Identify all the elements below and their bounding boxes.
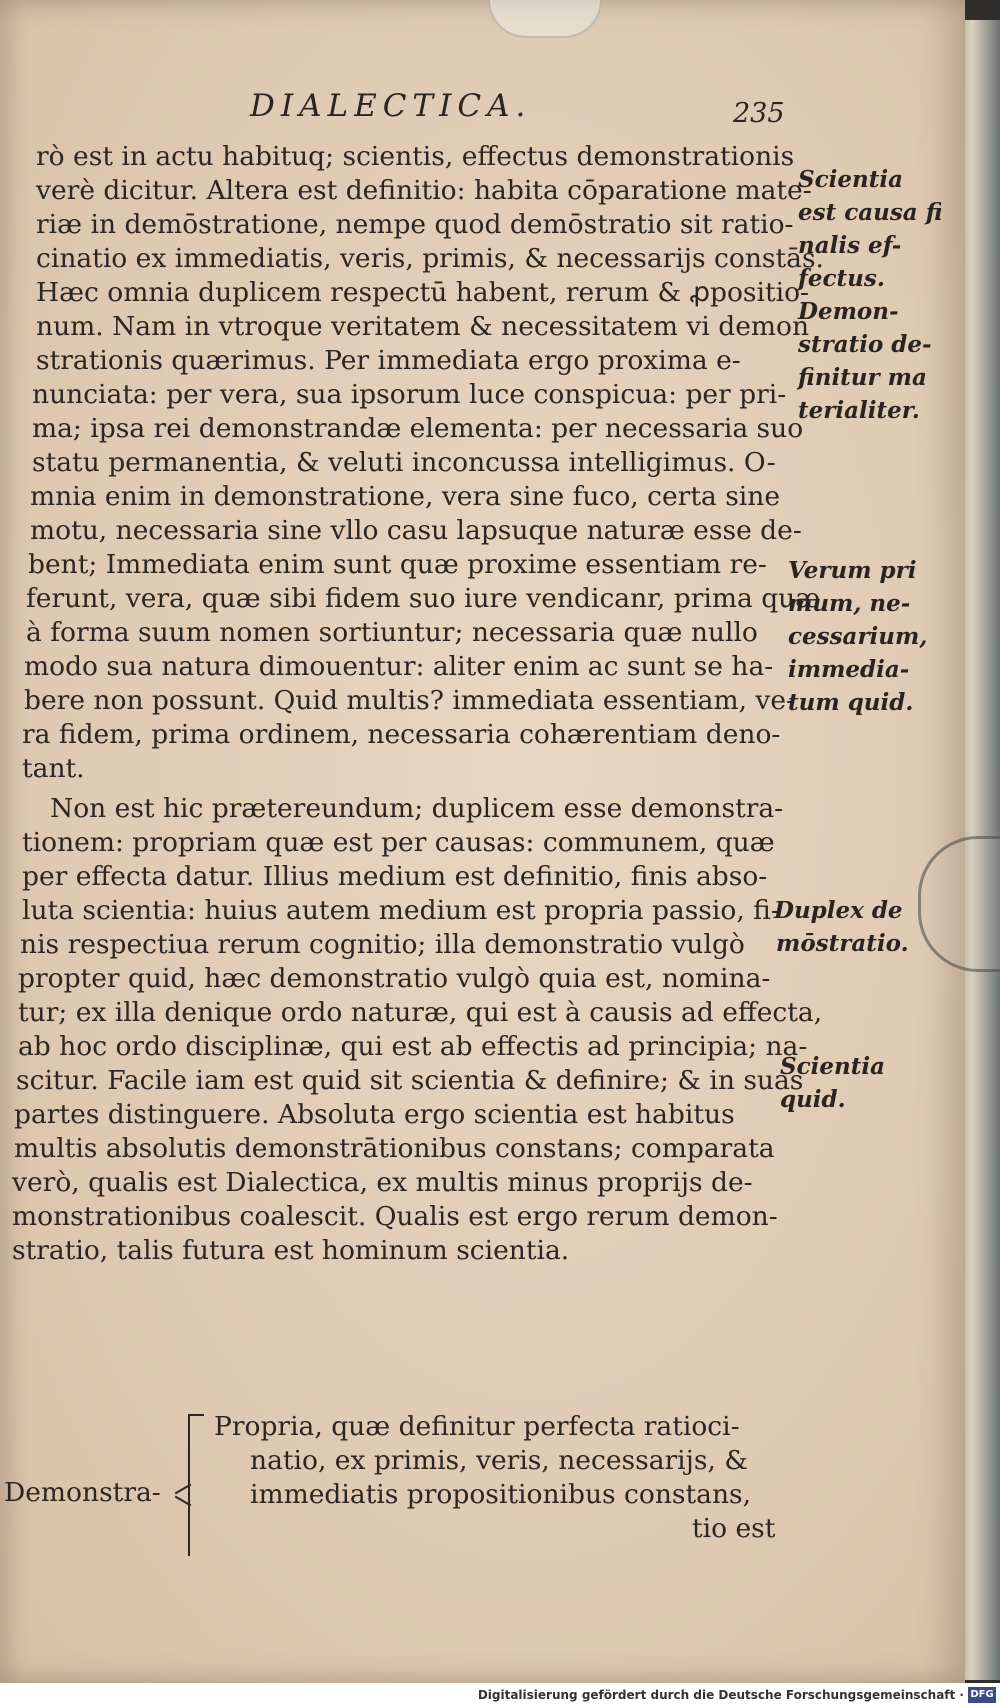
division-branch-line: immediatis propositionibus constans, (250, 1479, 752, 1510)
body-line: bere non possunt. Quid multis? immediata essentiam, ve- (24, 685, 796, 716)
dfg-logo: DFG (968, 1687, 996, 1703)
marginal-gloss: stratio de- (798, 331, 932, 358)
body-line: verò, qualis est Dialectica, ex multis minus proprijs de- (12, 1167, 753, 1198)
body-line: ma; ipsa rei demonstrandæ elementa: per necessaria suo (32, 413, 804, 444)
marginal-gloss: quid. (780, 1086, 846, 1113)
marginal-gloss: Scientia (798, 166, 903, 193)
division-branch-line: natio, ex primis, veris, necessarijs, & (250, 1445, 748, 1476)
marginal-gloss: fectus. (798, 265, 885, 292)
marginal-gloss: Demon- (798, 298, 899, 325)
footer-bar (0, 1683, 1000, 1708)
marginal-gloss: Duplex de (774, 897, 903, 924)
body-line: Non est hic prætereundum; duplicem esse demonstra- (50, 793, 784, 824)
marginal-gloss: mōstratio. (776, 930, 909, 957)
marginal-gloss: finitur ma (798, 364, 927, 391)
marginal-gloss: mum, ne- (788, 590, 911, 617)
top-clip (488, 0, 602, 38)
body-line: num. Nam in vtroque veritatem & necessitatem vi demon (36, 311, 810, 342)
body-line: cinatio ex immediatis, veris, primis, & necessarijs constās. (36, 243, 824, 274)
body-line: multis absolutis demonstrātionibus constans; comparata (14, 1133, 775, 1164)
body-line: tant. (22, 753, 85, 784)
body-line: bent; Immediata enim sunt quæ proxime essentiam re- (28, 549, 767, 580)
body-line: monstrationibus coalescit. Qualis est ergo rerum demon- (12, 1201, 778, 1232)
marginal-gloss: nalis ef- (798, 232, 902, 259)
body-line: strationis quærimus. Per immediata ergo proxima e- (36, 345, 741, 376)
body-line: rò est in actu habituq; scientis, effectus demonstrationis (36, 141, 795, 172)
marginal-gloss: immedia- (788, 656, 910, 683)
marginal-gloss: terialiter. (798, 397, 920, 424)
marginal-gloss: est causa fi (798, 199, 943, 226)
body-line: tionem: propriam quæ est per causas: communem, quæ (22, 827, 775, 858)
marginal-gloss: Scientia (780, 1053, 885, 1080)
body-line: stratio, talis futura est hominum scientia. (12, 1235, 570, 1266)
body-line: scitur. Facile iam est quid sit scientia & definire; & in suas (16, 1065, 804, 1096)
body-line: ab hoc ordo disciplinæ, qui est ab effectis ad principia; na- (18, 1031, 808, 1062)
body-line: tur; ex illa denique ordo naturæ, qui est à causis ad effecta, (18, 997, 823, 1028)
body-line: ra fidem, prima ordinem, necessaria cohærentiam deno- (22, 719, 781, 750)
body-line: propter quid, hæc demonstratio vulgò quia est, nomina- (18, 963, 771, 994)
body-line: mnia enim in demonstratione, vera sine fuco, certa sine (30, 481, 781, 512)
marginal-gloss: tum quid. (788, 689, 914, 716)
marginal-gloss: Verum pri (788, 557, 917, 584)
body-line: verè dicitur. Altera est definitio: habita cōparatione mate- (36, 175, 812, 206)
body-line: statu permanentia, & veluti inconcussa intelligimus. O- (32, 447, 776, 478)
body-line: nunciata: per vera, sua ipsorum luce conspicua: per pri- (32, 379, 787, 410)
marginal-gloss: cessarium, (788, 623, 928, 650)
body-line: partes distinguere. Absoluta ergo scientia est habitus (14, 1099, 735, 1130)
body-line: luta scientia: huius autem medium est propria passio, fi- (22, 895, 780, 926)
division-branch-line: tio est (692, 1513, 776, 1544)
digitization-credit: Digitalisierung gefördert durch die Deutsche Forschungsgemeinschaft · (477, 1688, 964, 1702)
division-branch-line: Propria, quæ definitur perfecta ratioci- (214, 1411, 740, 1442)
body-line: nis respectiua rerum cognitio; illa demonstratio vulgò (20, 929, 745, 960)
body-line: per effecta datur. Illius medium est definitio, finis abso- (22, 861, 768, 892)
body-line: à forma suum nomen sortiuntur; necessaria quæ nullo (26, 617, 758, 648)
body-line: riæ in demōstratione, nempe quod demōstratio sit ratio- (36, 209, 794, 240)
body-line: modo sua natura dimouentur: aliter enim ac sunt se ha- (24, 651, 774, 682)
page-number: 235 (733, 98, 785, 129)
side-clip (918, 836, 1000, 972)
division-head: Demonstra- (4, 1477, 161, 1508)
body-line: Hæc omnia duplicem respectū habent, rerum & ꝓpositio- (36, 277, 810, 308)
running-head: DIALECTICA. (250, 88, 532, 124)
body-line: ferunt, vera, quæ sibi fidem suo iure vendicanr, prima quæ (26, 583, 821, 614)
body-line: motu, necessaria sine vllo casu lapsuque naturæ esse de- (30, 515, 802, 546)
